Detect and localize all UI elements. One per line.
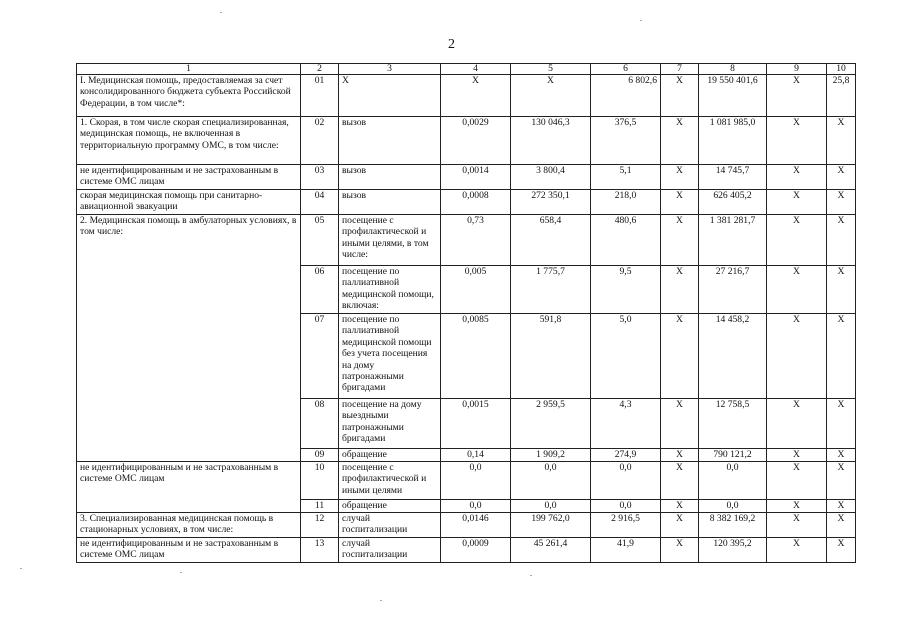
row-name: не идентифицированным и не застрахованным в системе ОМС лицам: [77, 538, 301, 563]
table-header-row: [77, 64, 856, 75]
table-row: [77, 513, 856, 538]
cell-col9: X: [767, 117, 827, 165]
cell-col6: 274,9: [591, 449, 661, 462]
cell-col4: 0,0146: [441, 513, 511, 538]
scan-speck: [380, 600, 382, 601]
cell-col9: X: [767, 314, 827, 399]
cell-col6: 218,0: [591, 190, 661, 215]
column-header: 3: [339, 64, 441, 75]
cell-col8: 8 382 169,2: [699, 513, 767, 538]
row-unit: обращение: [339, 449, 441, 462]
cell-col10: X: [827, 449, 856, 462]
cell-col9: X: [767, 449, 827, 462]
row-name: 1. Скорая, в том числе скорая специализированная, медицинская помощь, не включенная в территориальную программу ОМС, в том числе:: [77, 117, 301, 165]
row-name: не идентифицированным и не застрахованным в системе ОМС лицам: [77, 165, 301, 190]
cell-col8: 626 405,2: [699, 190, 767, 215]
cell-col8: 19 550 401,6: [699, 75, 767, 117]
row-name: не идентифицированным и не застрахованным в системе ОМС лицам: [77, 462, 301, 513]
cell-col5: 0,0: [511, 500, 591, 513]
cell-col6: 4,3: [591, 399, 661, 449]
cell-col7: X: [661, 165, 699, 190]
cell-col5: 2 959,5: [511, 399, 591, 449]
cell-col7: X: [661, 266, 699, 314]
cell-col10: X: [827, 165, 856, 190]
cell-col7: X: [661, 513, 699, 538]
cell-col10: X: [827, 314, 856, 399]
column-header: 8: [699, 64, 767, 75]
cell-col6: 9,5: [591, 266, 661, 314]
table-row: [77, 462, 856, 500]
cell-col9: X: [767, 513, 827, 538]
cell-col5: 0,0: [511, 462, 591, 500]
cell-col7: X: [661, 75, 699, 117]
cell-col6: 480,6: [591, 215, 661, 266]
cell-col4: 0,0015: [441, 399, 511, 449]
cell-col6: 376,5: [591, 117, 661, 165]
cell-col5: 3 800,4: [511, 165, 591, 190]
cell-col4: 0,0085: [441, 314, 511, 399]
cell-col4: 0,73: [441, 215, 511, 266]
cell-col4: 0,0029: [441, 117, 511, 165]
cell-col5: 130 046,3: [511, 117, 591, 165]
column-header: 5: [511, 64, 591, 75]
cell-col7: X: [661, 117, 699, 165]
cell-col6: 5,0: [591, 314, 661, 399]
scan-speck: [220, 12, 222, 13]
scan-speck: [20, 568, 22, 569]
cell-col10: X: [827, 513, 856, 538]
cell-col10: X: [827, 500, 856, 513]
cell-col5: 591,8: [511, 314, 591, 399]
cell-col8: 1 381 281,7: [699, 215, 767, 266]
row-name: I. Медицинская помощь, предоставляемая за счет консолидированного бюджета субъекта Российской Федерации, в том числе*:: [77, 75, 301, 117]
row-code: 09: [301, 449, 339, 462]
row-unit: вызов: [339, 190, 441, 215]
cell-col10: X: [827, 266, 856, 314]
cell-col8: 14 458,2: [699, 314, 767, 399]
cell-col9: X: [767, 462, 827, 500]
row-code: 02: [301, 117, 339, 165]
row-code: 11: [301, 500, 339, 513]
row-unit: посещение по паллиативной медицинской помощи без учета посещения на дому патронажными бригадами: [339, 314, 441, 399]
cell-col10: X: [827, 190, 856, 215]
cell-col5: 45 261,4: [511, 538, 591, 563]
cell-col5: X: [511, 75, 591, 117]
cell-col6: 6 802,6: [591, 75, 661, 117]
cell-col8: 1 081 985,0: [699, 117, 767, 165]
cell-col7: X: [661, 190, 699, 215]
cell-col8: 27 216,7: [699, 266, 767, 314]
cell-col7: X: [661, 449, 699, 462]
cell-col10: X: [827, 538, 856, 563]
cell-col9: X: [767, 538, 827, 563]
cell-col4: 0,0008: [441, 190, 511, 215]
cell-col8: 14 745,7: [699, 165, 767, 190]
cell-col10: X: [827, 117, 856, 165]
cell-col8: 790 121,2: [699, 449, 767, 462]
row-unit: X: [339, 75, 441, 117]
cell-col8: 0,0: [699, 462, 767, 500]
row-code: 05: [301, 215, 339, 266]
row-unit: вызов: [339, 165, 441, 190]
cell-col4: 0,14: [441, 449, 511, 462]
row-unit: посещение по паллиативной медицинской помощи, включая:: [339, 266, 441, 314]
column-header: 2: [301, 64, 339, 75]
table-row: [77, 538, 856, 563]
cell-col8: 12 758,5: [699, 399, 767, 449]
table-row: [77, 117, 856, 165]
cell-col9: X: [767, 215, 827, 266]
row-code: 07: [301, 314, 339, 399]
table-row: [77, 165, 856, 190]
cell-col9: X: [767, 399, 827, 449]
row-name: скорая медицинская помощь при санитарно-авиационной эвакуации: [77, 190, 301, 215]
row-unit: посещение на дому выездными патронажными бригадами: [339, 399, 441, 449]
scan-speck: [640, 20, 642, 21]
row-unit: посещение с профилактической и иными целями, в том числе:: [339, 215, 441, 266]
cell-col6: 0,0: [591, 500, 661, 513]
cell-col9: X: [767, 75, 827, 117]
cell-col7: X: [661, 462, 699, 500]
cell-col6: 2 916,5: [591, 513, 661, 538]
row-code: 01: [301, 75, 339, 117]
cell-col7: X: [661, 314, 699, 399]
row-unit: посещение с профилактической и иными целями: [339, 462, 441, 500]
cell-col5: 1 909,2: [511, 449, 591, 462]
cell-col10: X: [827, 462, 856, 500]
row-code: 13: [301, 538, 339, 563]
column-header: 7: [661, 64, 699, 75]
row-unit: случай госпитализации: [339, 538, 441, 563]
table-row: [77, 215, 856, 266]
cell-col4: X: [441, 75, 511, 117]
table-row: [77, 75, 856, 117]
column-header: 10: [827, 64, 856, 75]
cell-col4: 0,0: [441, 462, 511, 500]
page-number: 2: [448, 37, 455, 52]
row-unit: случай госпитализации: [339, 513, 441, 538]
row-unit: вызов: [339, 117, 441, 165]
cell-col10: X: [827, 399, 856, 449]
scan-speck: [180, 572, 182, 573]
cell-col9: X: [767, 266, 827, 314]
budget-table: [76, 63, 856, 563]
column-header: 1: [77, 64, 301, 75]
row-code: 12: [301, 513, 339, 538]
row-code: 08: [301, 399, 339, 449]
row-code: 06: [301, 266, 339, 314]
cell-col5: 199 762,0: [511, 513, 591, 538]
cell-col7: X: [661, 500, 699, 513]
column-header: 4: [441, 64, 511, 75]
cell-col6: 0,0: [591, 462, 661, 500]
cell-col7: X: [661, 215, 699, 266]
row-name: 3. Специализированная медицинская помощь в стационарных условиях, в том числе:: [77, 513, 301, 538]
row-code: 04: [301, 190, 339, 215]
cell-col5: 658,4: [511, 215, 591, 266]
cell-col9: X: [767, 190, 827, 215]
cell-col4: 0,005: [441, 266, 511, 314]
scan-speck: [530, 575, 532, 576]
column-header: 6: [591, 64, 661, 75]
column-header: 9: [767, 64, 827, 75]
cell-col5: 272 350,1: [511, 190, 591, 215]
cell-col5: 1 775,7: [511, 266, 591, 314]
cell-col8: 0,0: [699, 500, 767, 513]
cell-col8: 120 395,2: [699, 538, 767, 563]
cell-col7: X: [661, 538, 699, 563]
cell-col9: X: [767, 500, 827, 513]
row-code: 10: [301, 462, 339, 500]
cell-col10: X: [827, 215, 856, 266]
table-row: [77, 190, 856, 215]
cell-col7: X: [661, 399, 699, 449]
cell-col4: 0,0014: [441, 165, 511, 190]
row-name: 2. Медицинская помощь в амбулаторных условиях, в том числе:: [77, 215, 301, 462]
cell-col4: 0,0: [441, 500, 511, 513]
row-code: 03: [301, 165, 339, 190]
cell-col6: 5,1: [591, 165, 661, 190]
cell-col6: 41,9: [591, 538, 661, 563]
cell-col9: X: [767, 165, 827, 190]
row-unit: обращение: [339, 500, 441, 513]
cell-col10: 25,8: [827, 75, 856, 117]
cell-col4: 0,0009: [441, 538, 511, 563]
